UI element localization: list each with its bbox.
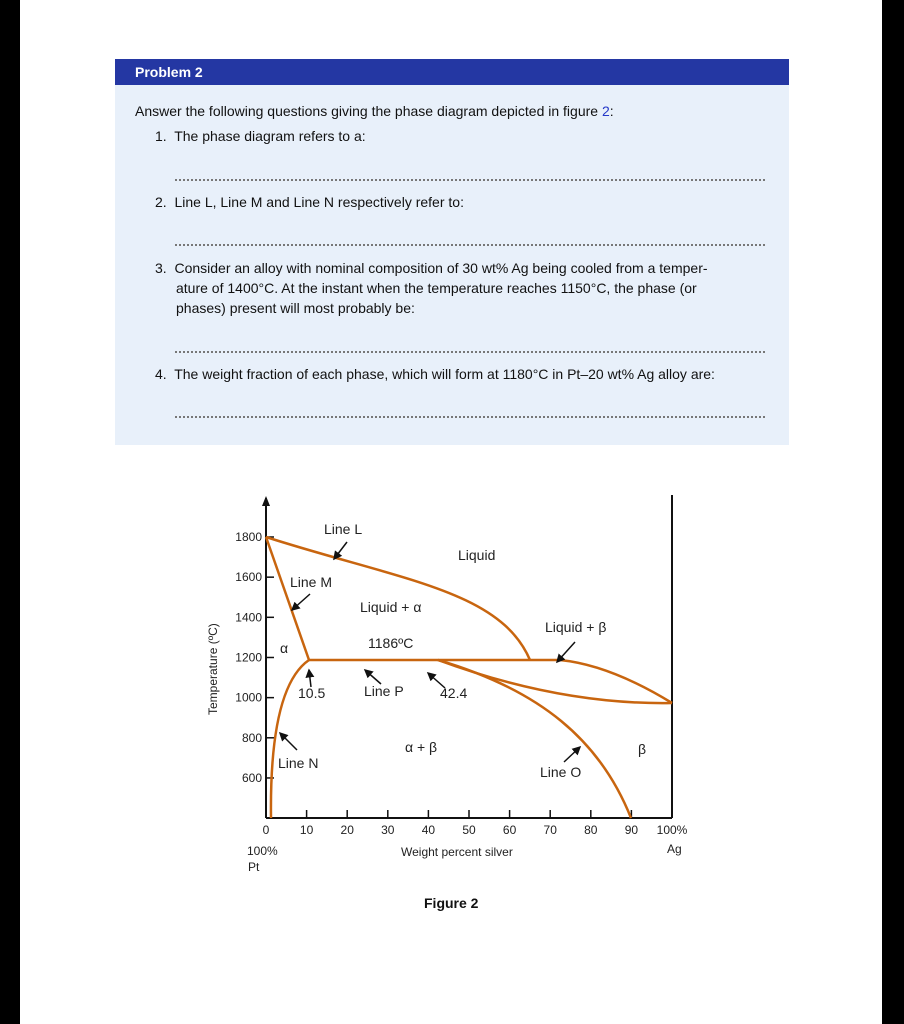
question-4: 4. The weight fraction of each phase, which will form at 1180°C in Pt–20 wt% Ag alloy are: [155,366,715,382]
figure-caption: Figure 2 [424,895,479,911]
arrow-line-o [564,747,580,762]
intro-main: Answer the following questions giving the phase diagram depicted in figure [135,103,602,119]
problem-title: Problem 2 [115,59,789,85]
y-ticks [235,530,274,785]
label-line-n: Line N [278,755,319,771]
intro-colon: : [609,103,614,119]
y-tick-label: 800 [241,730,262,745]
x-tick-label: 10 [299,823,314,837]
x-tick-label: 70 [543,823,557,837]
label-10-5: 10.5 [298,685,326,701]
label-beta: β [638,741,647,757]
pt-percent-label: 100% [247,844,278,858]
x-tick-label: 90 [624,823,639,837]
pt-label: Pt [248,860,260,874]
label-42-4: 42.4 [440,685,468,701]
x-tick-label: 80 [584,823,598,837]
label-line-o: Line O [540,764,582,780]
arrow-line-l [334,542,347,559]
x-tick-label: 20 [340,823,354,837]
question-1: 1. The phase diagram refers to a: [155,128,366,144]
ag-label: Ag [667,842,682,856]
label-line-p: Line P [364,683,404,699]
y-tick-label: 600 [241,770,262,785]
y-tick-label: 1600 [235,570,262,585]
solvus-line-n [271,660,309,818]
y-axis-label: Temperature (ºC) [206,623,220,715]
y-tick-label: 1400 [235,610,262,625]
y-tick-label: 1800 [235,530,262,544]
label-liquid: Liquid [458,547,496,563]
x-tick-label: 60 [502,823,517,837]
label-line-m: Line M [290,574,333,590]
arrow-line-n [280,733,297,750]
label-line-l: Line L [324,521,363,537]
y-tick-label: 1000 [235,690,262,705]
x-ticks [263,810,688,837]
solvus-line-o [438,660,631,818]
x-tick-label: 40 [421,823,436,837]
label-liquid-alpha: Liquid + α [360,599,422,615]
label-alpha: α [280,640,289,656]
x-tick-label: 0 [262,823,270,837]
figure-ref-link[interactable]: 2 [601,103,610,119]
question-3-line-3: phases) present will most probably be: [176,300,415,316]
x-axis-label: Weight percent silver [401,845,513,859]
x-tick-label: 50 [462,823,476,837]
arrow-line-p [365,670,381,684]
y-tick-label: 1200 [235,650,262,665]
label-eutectic-temp: 1186ºC [368,635,414,651]
question-3: 3. Consider an alloy with nominal composition of 30 wt% Ag being cooled from a temper- [155,260,708,276]
label-alpha-beta: α + β [405,739,438,755]
beta-solidus [438,660,672,703]
label-liquid-beta: Liquid + β [545,619,607,635]
question-3-line-2: ature of 1400°C. At the instant when the temperature reaches 1150°C, the phase (or [176,280,697,296]
x-tick-label: 100% [656,823,688,837]
question-2: 2. Line L, Line M and Line N respectively refer to: [155,194,464,210]
x-tick-label: 30 [381,823,395,837]
arrow-liquid-beta [557,642,575,662]
y-axis-arrow-icon [262,496,270,506]
arrow-line-m [292,594,310,610]
